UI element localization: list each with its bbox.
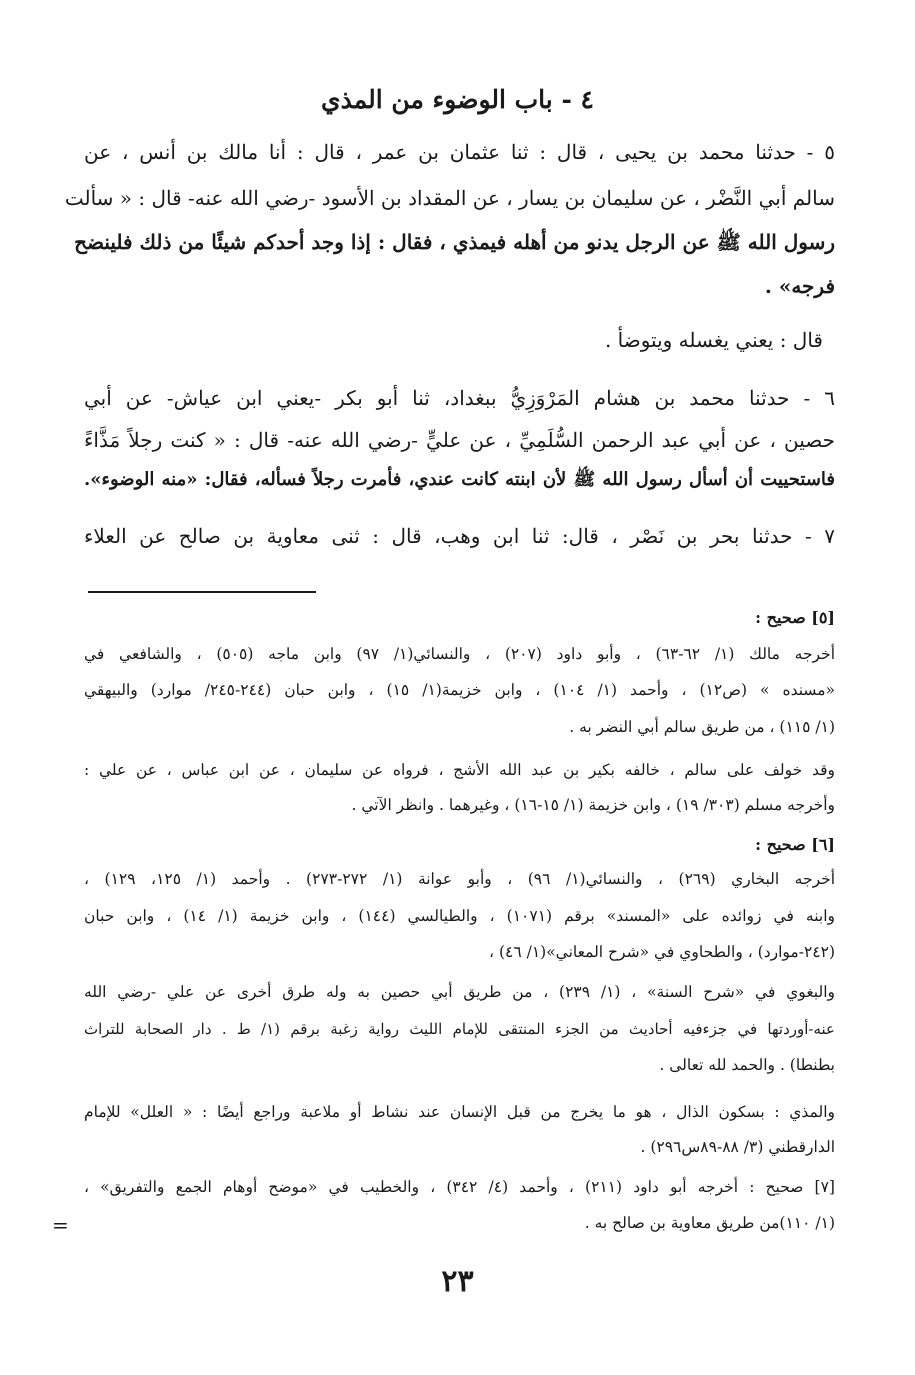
hadith-5-line-3: رسول الله ﷺ عن الرجل يدنو من أهله فيمذي ، فقال : إذا وجد أحدكم شيئًا من ذلك فلينضح [74, 230, 835, 254]
footnote-5-line-1: أخرجه مالك (١/ ٦٢-٦٣) ، وأبو داود (٢٠٧) ، والنسائي(١/ ٩٧) وابن ماجه (٥٠٥) ، والشافعي في [84, 645, 835, 663]
footnote-7-line-2: (١/ ١١٠)من طريق معاوية بن صالح به . [584, 1214, 835, 1232]
footnote-6-line-1: أخرجه البخاري (٢٦٩) ، والنسائي(١/ ٩٦) ، وأبو عوانة (١/ ٢٧٢-٢٧٣) . وأحمد (١/ ١٢٥، ١٢٩) ، [84, 870, 836, 888]
hadith-5-line-4: فرجه» . [764, 274, 835, 298]
footnote-5-line-3: (١/ ١١٥) ، من طريق سالم أبي النضر به . [569, 718, 835, 736]
footnote-5-line-2: «مسنده » (ص١٢) ، وأحمد (١/ ١٠٤) ، وابن خزيمة(١/ ١٥) ، وابن حبان (٢٤٤-٢٤٥/ موارد) والبيهقي [84, 681, 835, 699]
hadith-6-line-3: فاستحييت أن أسأل رسول الله ﷺ لأن ابنته كانت عندي، فأمرت رجلاً فسأله، فقال: «منه الوضوء». [84, 469, 835, 490]
chapter-heading: ٤ - باب الوضوء من المذي [321, 85, 594, 114]
hadith-5-line-1: ٥ - حدثنا محمد بن يحيى ، قال : ثنا عثمان بن عمر ، قال : أنا مالك بن أنس ، عن [84, 140, 835, 164]
footnote-7-line-1: [٧] صحيح : أخرجه أبو داود (٢١١) ، وأحمد (٤/ ٣٤٢) ، والخطيب في «موضح أوهام الجمع والتفريق» ، [84, 1178, 835, 1196]
continuation-mark: = [52, 1213, 69, 1237]
hadith-6-line-1: ٦ - حدثنا محمد بن هشام المَرْوَزِيُّ ببغداد، ثنا أبو بكر -يعني ابن عياش- عن أبي [84, 386, 835, 410]
footnote-separator [88, 591, 316, 593]
hadith-5-line-2: سالم أبي النَّضْر ، عن سليمان بن يسار ، عن المقداد بن الأسود -رضي الله عنه- قال : « سألت [64, 186, 835, 210]
madhy-definition-line-1: والمذي : بسكون الذال ، هو ما يخرج من قبل الإنسان عند نشاط أو ملاعبة وراجع أيضًا : « العلل» للإمام [84, 1103, 835, 1121]
footnote-6-heading: [٦] صحيح : [755, 835, 835, 854]
hadith-5-note: قال : يعني يغسله ويتوضأ . [604, 328, 823, 352]
page-number: ٢٣ [441, 1264, 474, 1299]
footnote-5-heading: [٥] صحيح : [755, 608, 835, 627]
hadith-7-line-1: ٧ - حدثنا بحر بن نَصْر ، قال: ثنا ابن وهب، قال : ثنى معاوية بن صالح عن العلاء [84, 524, 835, 548]
footnote-6-line-3: (٢٤٢-موارد) ، والطحاوي في «شرح المعاني»(١/ ٤٦) ، [489, 943, 835, 961]
madhy-definition-line-2: الدارقطني (٣/ ٨٨-٨٩س٢٩٦) . [640, 1138, 835, 1156]
footnote-5-extra-2: وأخرجه مسلم (٣٠٣/ ١٩) ، وابن خزيمة (١/ ١٥-١٦) ، وغيرهما . وانظر الآتي . [351, 796, 835, 814]
footnote-6-line-4: والبغوي في «شرح السنة» ، (١/ ٢٣٩) ، من طريق أبي حصين به وله طرق أخرى عن علي -رضي الله [84, 983, 835, 1001]
footnote-6-line-5: عنه-أوردتها في جزءفيه أحاديث من الجزء المنتقى للإمام الليث رواية زغبة برقم (١/ ط . دار الصحابة للتراث [84, 1020, 835, 1038]
footnote-5-extra-1: وقد خولف على سالم ، خالفه بكير بن عبد الله الأشج ، فرواه عن سليمان ، عن ابن عباس ، عن علي : [84, 761, 835, 779]
footnote-6-line-6: بطنطا) . والحمد لله تعالى . [659, 1056, 835, 1074]
footnote-6-line-2: وابنه في زوائده على «المسند» برقم (١٠٧١) ، والطيالسي (١٤٤) ، وابن خزيمة (١/ ١٤) ، وابن حبان [84, 907, 835, 925]
hadith-6-line-2: حصين ، عن أبي عبد الرحمن السُّلَمِيِّ ، عن عليٍّ -رضي الله عنه- قال : « كنت رجلاً مَذَّاءً [84, 428, 835, 452]
